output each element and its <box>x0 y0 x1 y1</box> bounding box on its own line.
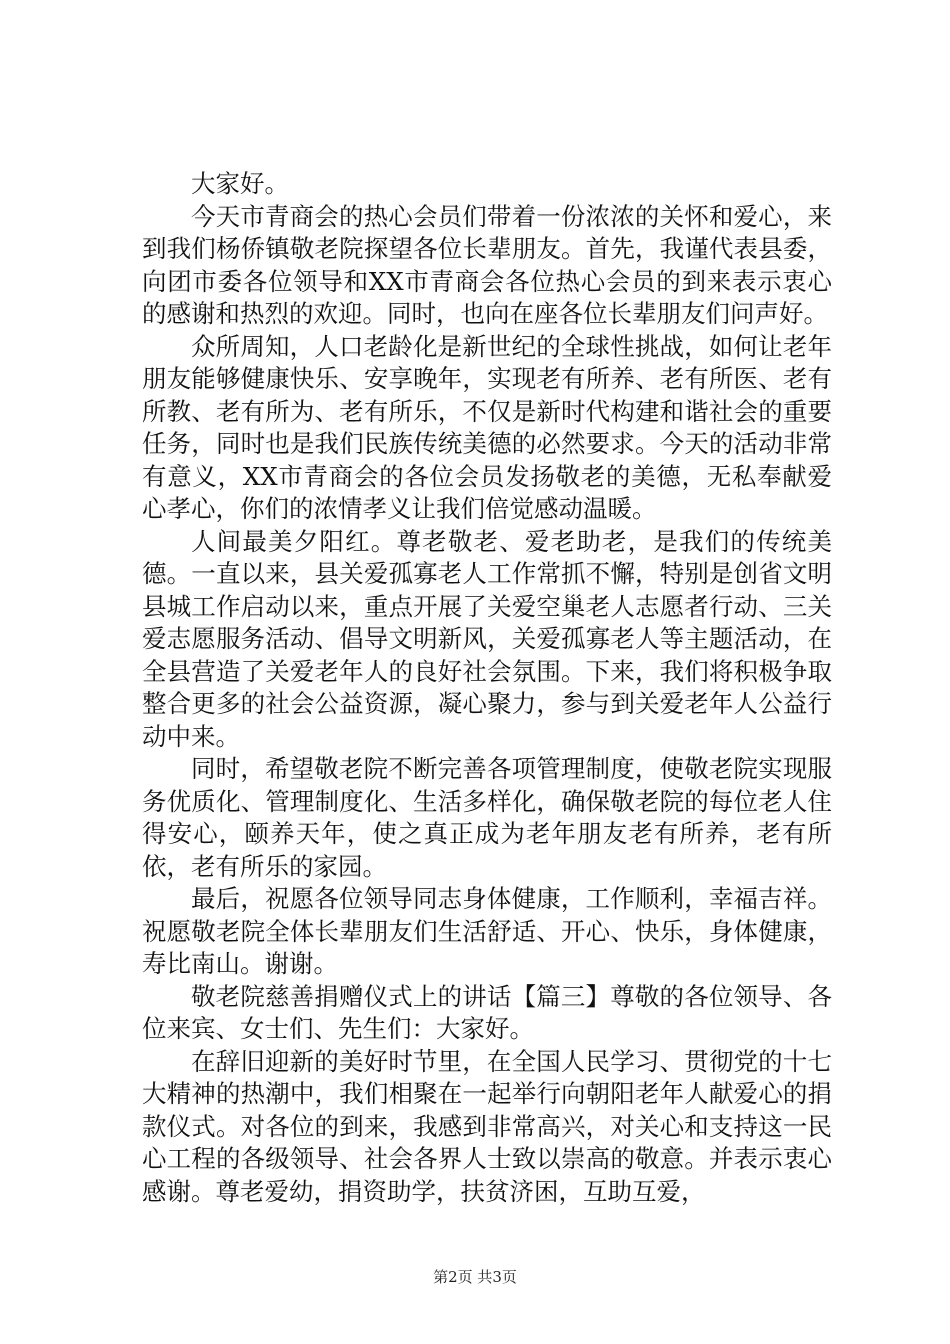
paragraph-greeting: 大家好。 <box>191 169 289 198</box>
page-number-footer: 第2页 共3页 <box>433 1268 517 1286</box>
paragraph-section-three-heading: 敬老院慈善捐赠仪式上的讲话【篇三】尊敬的各位领导、各位来宾、女士们、先生们：大家好。 <box>142 981 832 1043</box>
paragraph-hope: 同时，希望敬老院不断完善各项管理制度，使敬老院实现服务优质化、管理制度化、生活多样化，确保敬老院的每位老人住得安心，颐养天年，使之真正成为老年朋友老有所养，老有所依，老有所乐的家园。 <box>142 754 832 881</box>
paragraph-aging: 众所周知，人口老龄化是新世纪的全球性挑战，如何让老年朋友能够健康快乐、安享晚年，实现老有所养、老有所医、老有所教、老有所为、老有所乐，不仅是新时代构建和谐社会的重要任务，同时也是我们民族传统美德的必然要求。今天的活动非常有意义，XX市青商会的各位会员发扬敬老的美德，无私奉献爱心孝心，你们的浓情孝义让我们倍觉感动温暖。 <box>142 331 832 523</box>
paragraph-ceremony: 在辞旧迎新的美好时节里，在全国人民学习、贯彻党的十七大精神的热潮中，我们相聚在一起举行向朝阳老年人献爱心的捐款仪式。对各位的到来，我感到非常高兴，对关心和支持这一民心工程的各级领导、社会各界人士致以崇高的敬意。并表示衷心感谢。尊老爱幼，捐资助学，扶贫济困，互助互爱， <box>142 1046 832 1206</box>
document-body <box>142 168 832 1208</box>
paragraph-tradition: 人间最美夕阳红。尊老敬老、爱老助老，是我们的传统美德。一直以来，县关爱孤寡老人工作常抓不懈，特别是创省文明县城工作启动以来，重点开展了关爱空巢老人志愿者行动、三关爱志愿服务活动、倡导文明新风，关爱孤寡老人等主题活动，在全县营造了关爱老年人的良好社会氛围。下来，我们将积极争取整合更多的社会公益资源，凝心聚力，参与到关爱老年人公益行动中来。 <box>142 526 832 751</box>
paragraph-closing: 最后，祝愿各位领导同志身体健康，工作顺利，幸福吉祥。祝愿敬老院全体长辈朋友们生活舒适、开心、快乐，身体健康，寿比南山。谢谢。 <box>142 884 832 978</box>
paragraph-welcome: 今天市青商会的热心会员们带着一份浓浓的关怀和爱心，来到我们杨侨镇敬老院探望各位长辈朋友。首先，我谨代表县委，向团市委各位领导和XX市青商会各位热心会员的到来表示衷心的感谢和热烈的欢迎。同时，也向在座各位长辈朋友们问声好。 <box>142 201 832 328</box>
